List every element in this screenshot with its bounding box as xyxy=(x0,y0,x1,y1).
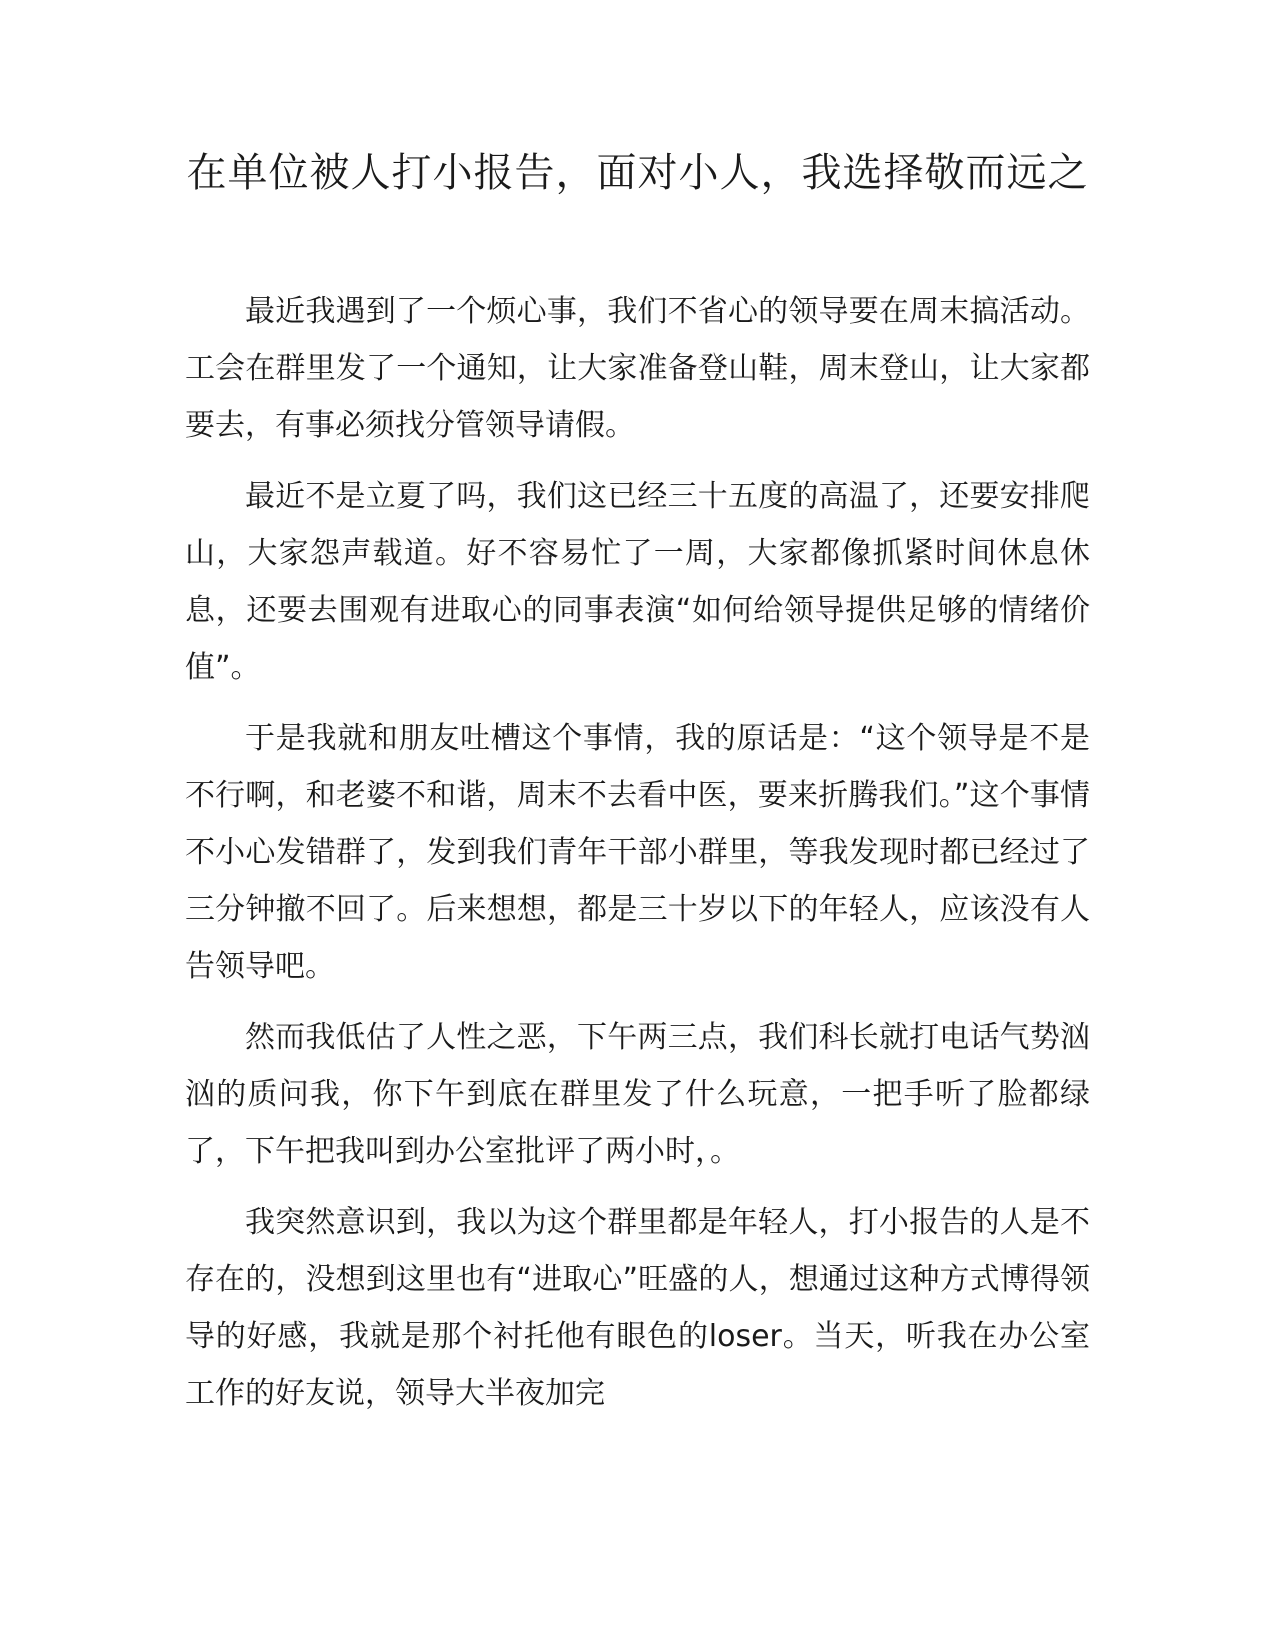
document-title: 在单位被人打小报告，面对小人，我选择敬而远之 xyxy=(186,150,1089,196)
document-body xyxy=(185,283,1090,1436)
body-paragraph-4: 然而我低估了人性之恶，下午两三点，我们科长就打电话气势汹汹的质问我，你下午到底在群里发了什么玩意，一把手听了脸都绿了，下午把我叫到办公室批评了两小时，。 xyxy=(185,1020,1090,1169)
body-paragraph-2: 最近不是立夏了吗，我们这已经三十五度的高温了，还要安排爬山，大家怨声载道。好不容易忙了一周，大家都像抓紧时间休息休息，还要去围观有进取心的同事表演“如何给领导提供足够的情绪价值”。 xyxy=(185,479,1090,685)
body-paragraph-5: 我突然意识到，我以为这个群里都是年轻人，打小报告的人是不存在的，没想到这里也有“进取心”旺盛的人，想通过这种方式博得领导的好感，我就是那个衬托他有眼色的loser。当天，听我在办公室工作的好友说，领导大半夜加完 xyxy=(185,1205,1090,1411)
body-paragraph-1: 最近我遇到了一个烦心事，我们不省心的领导要在周末搞活动。工会在群里发了一个通知，让大家准备登山鞋，周末登山，让大家都要去，有事必须找分管领导请假。 xyxy=(185,294,1090,443)
body-paragraph-3: 于是我就和朋友吐槽这个事情，我的原话是：“这个领导是不是不行啊，和老婆不和谐，周末不去看中医，要来折腾我们。”这个事情不小心发错群了，发到我们青年干部小群里，等我发现时都已经过了三分钟撤不回了。后来想想，都是三十岁以下的年轻人，应该没有人告领导吧。 xyxy=(185,721,1090,984)
